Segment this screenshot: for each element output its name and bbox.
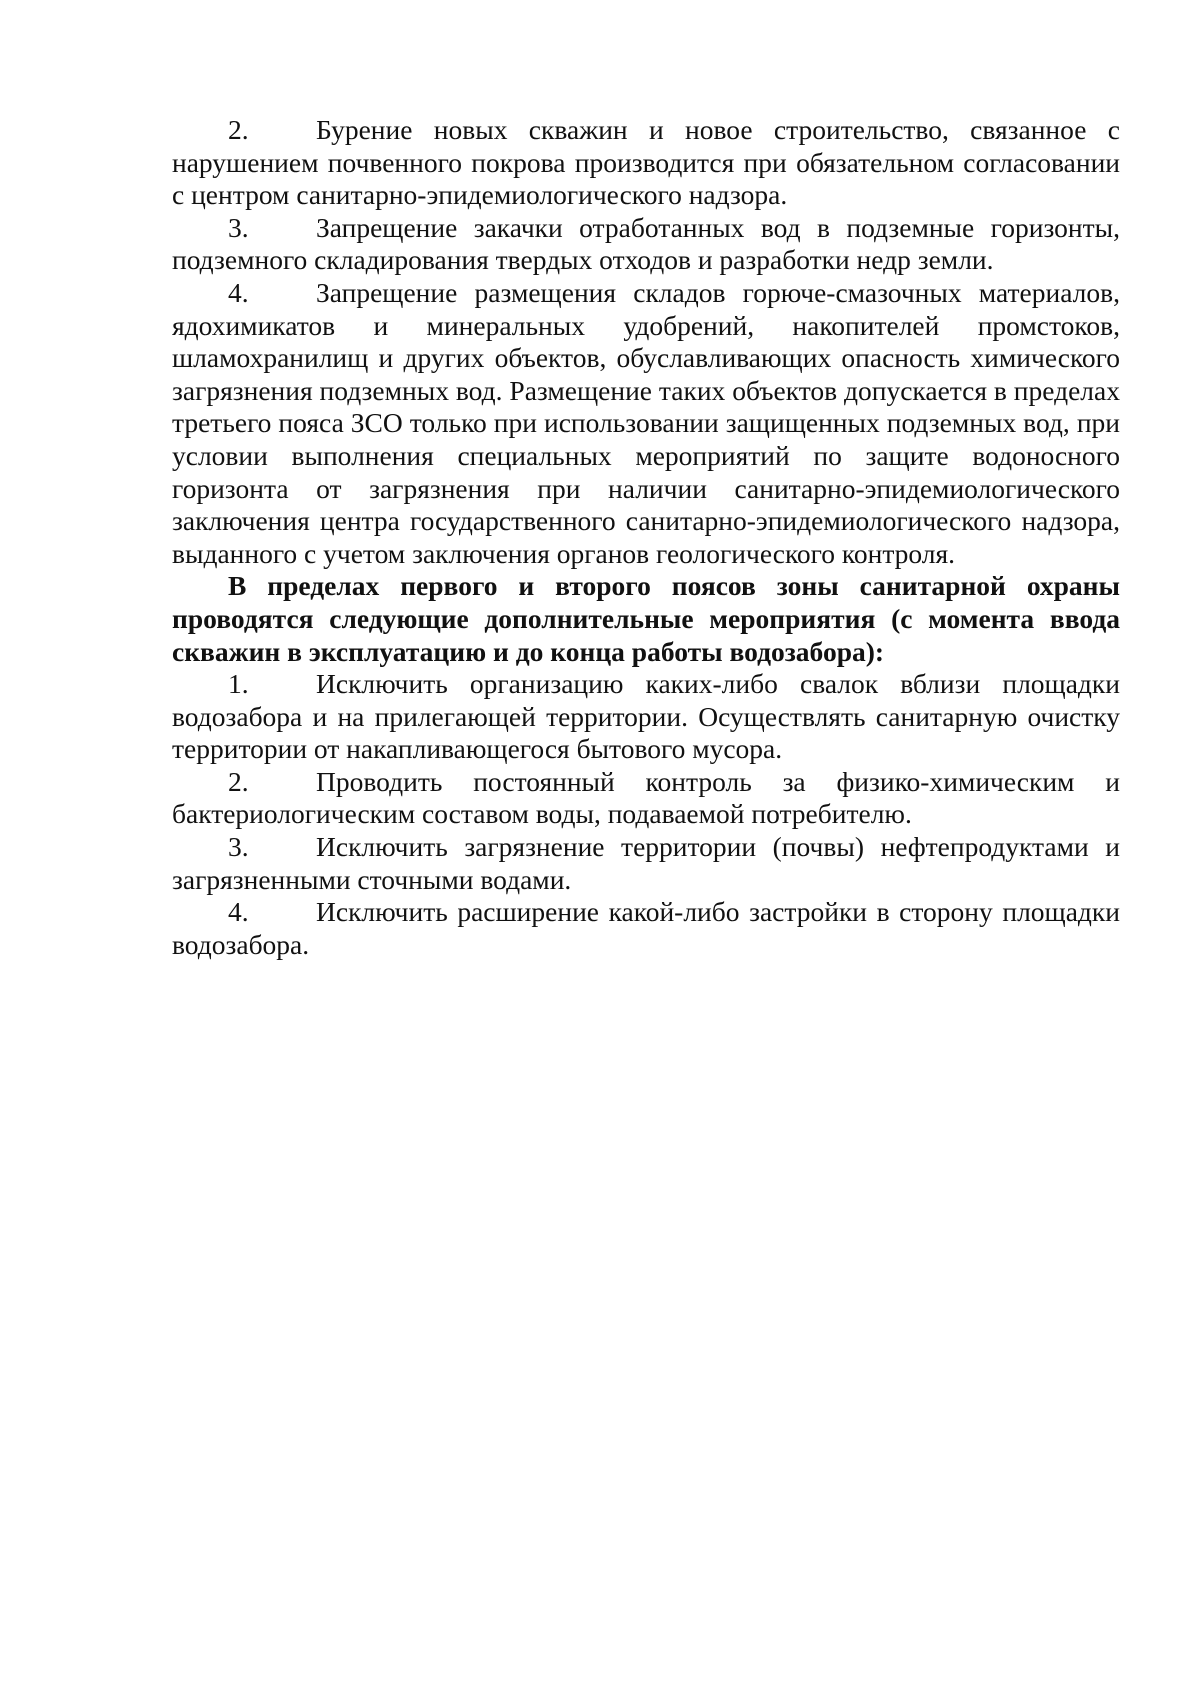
list-item	[172, 896, 1120, 961]
item-number: 3.	[228, 831, 249, 863]
item-text: Исключить загрязнение территории (почвы) нефтепродуктами и загрязненными сточными водами.	[172, 831, 1120, 895]
document-page	[172, 114, 1120, 961]
item-text: Исключить расширение какой-либо застройки в сторону площадки водозабора.	[172, 896, 1120, 960]
item-number: 2.	[228, 114, 249, 145]
section-heading: В пределах первого и второго поясов зоны санитарной охраны проводятся следующие дополнительные мероприятия (с момента ввода скважин в эксплуатацию и до конца работы водозабора):	[172, 570, 1120, 667]
item-text: Исключить организацию каких-либо свалок вблизи площадки водозабора и на прилегающей территории. Осуществлять санитарную очистку территории от накапливающегося бытового мусора.	[172, 668, 1120, 765]
list-item	[172, 668, 1120, 766]
item-text: Запрещение закачки отработанных вод в подземные горизонты, подземного складирования твердых отходов и разработки недр земли.	[172, 211, 1120, 276]
list-item	[172, 114, 1120, 212]
item-text: Бурение новых скважин и новое строительство, связанное с нарушением почвенного покрова производится при обязательном согласовании с центром санитарно-эпидемиологического надзора.	[172, 114, 1120, 211]
item-number: 2.	[228, 765, 249, 797]
list-item	[172, 277, 1120, 570]
list-item	[172, 831, 1120, 896]
item-number: 3.	[228, 211, 249, 243]
item-number: 4.	[228, 276, 249, 308]
item-text: Проводить постоянный контроль за физико-химическим и бактериологическим составом воды, подаваемой потребителю.	[172, 765, 1120, 830]
item-number: 4.	[228, 896, 249, 928]
item-number: 1.	[228, 668, 249, 700]
list-item	[172, 766, 1120, 831]
item-text: Запрещение размещения складов горюче-смазочных материалов, ядохимикатов и минеральных удобрений, накопителей промстоков, шламохранилищ и других объектов, обуславливающих опасность химического загрязнения подземных вод. Размещение таких объектов допускается в пределах третьего пояса ЗСО только при использовании защищенных подземных вод, при условии выполнения специальных мероприятий по защите водоносного горизонта от загрязнения при наличии санитарно-эпидемиологического заключения центра государственного санитарно-эпидемиологического надзора, выданного с учетом заключения органов геологического контроля.	[172, 276, 1120, 569]
list-item	[172, 212, 1120, 277]
